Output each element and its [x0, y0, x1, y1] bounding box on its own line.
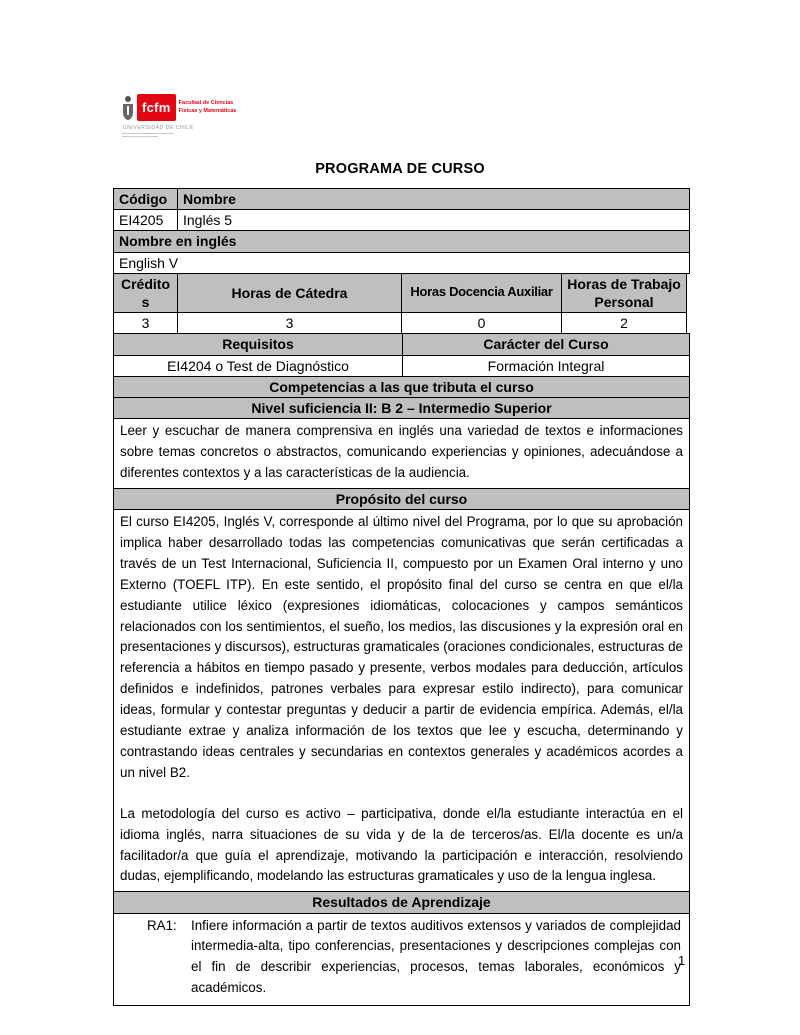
requisitos-value: EI4204 o Test de Diagnóstico — [113, 355, 403, 377]
row-ra1 — [113, 914, 690, 1007]
fcfm-logo-mark: fcfm — [137, 94, 176, 121]
row-nombre-ingles-value — [113, 253, 690, 274]
faculty-name — [179, 100, 237, 114]
competencias-header: Competencias a las que tributa el curso — [113, 376, 690, 398]
nombre-ingles-value: English V — [113, 252, 690, 274]
horas-trabajo-header: Horas de Trabajo Personal — [561, 273, 687, 313]
row-codigo-nombre-header — [113, 188, 690, 210]
faculty-name-line2: Físicas y Matemáticas — [178, 107, 237, 114]
row-requisitos-values — [113, 356, 690, 377]
fcfm-logo-row — [122, 94, 262, 121]
resultados-header: Resultados de Aprendizaje — [113, 891, 690, 913]
row-horas-header — [113, 274, 690, 313]
fcfm-logo — [122, 94, 262, 139]
horas-docencia-value: 0 — [401, 312, 562, 334]
row-proposito-header — [113, 489, 690, 510]
row-nivel-header — [113, 398, 690, 419]
horas-trabajo-value: 2 — [561, 312, 687, 334]
row-codigo-nombre-values — [113, 210, 690, 231]
codigo-value: EI4205 — [113, 209, 178, 231]
university-name: UNIVERSIDAD DE CHILE — [123, 125, 194, 131]
requisitos-header: Requisitos — [113, 333, 403, 355]
proposito-texto — [113, 509, 690, 892]
document-title: PROGRAMA DE CURSO — [315, 161, 485, 177]
nombre-header: Nombre — [177, 188, 690, 210]
ra1-texto: Infiere información a partir de textos auditivos extensos y variados de complejidad intermedia-alta, tipo conferencias, presentaciones y descripciones complejas con el fin de describir experiencias, procesos, temas laborales, económicos y académicos. — [191, 917, 681, 996]
nivel-texto: Leer y escuchar de manera comprensiva en inglés una variedad de textos e informaciones sobre temas concretos o abstractos, comunicando experiencias y opiniones, adecuándose a diferentes contextos y a las características de la audiencia. — [113, 418, 690, 489]
horas-docencia-header: Horas Docencia Auxiliar — [401, 273, 562, 313]
logo-flourish — [122, 133, 174, 137]
row-proposito-texto — [113, 510, 690, 892]
caracter-value: Formación Integral — [402, 355, 690, 377]
course-program-table — [113, 188, 690, 1006]
nombre-ingles-header: Nombre en inglés — [113, 230, 690, 252]
creditos-header: Créditos — [113, 273, 178, 313]
creditos-value: 3 — [113, 312, 178, 334]
row-nivel-texto — [113, 419, 690, 489]
proposito-header: Propósito del curso — [113, 488, 690, 510]
row-requisitos-header — [113, 334, 690, 355]
proposito-parrafo-1: El curso EI4205, Inglés V, corresponde al último nivel del Programa, por lo que su aprobación implica haber desarrollado todas las competencias comunicativas que serán certificadas a través de un Test Internacional, Suficiencia II, compuesto por un Examen Oral interno y uno Externo (TOEFL ITP). En este sentido, el propósito final del curso se centra en que el/la estudiante utilice léxico (expresiones idiomáticas, colocaciones y campos semánticos relacionados con los sentimientos, el sueño, los medios, las discusiones y la expresión oral en presentaciones y discursos), estructuras gramaticales (oraciones condicionales, estructuras de referencia a hábitos en tiempo pasado y presente, verbos modales para deducción, artículos definidos e indefinidos, patrones verbales para expresar estilo indirecto), para comunicar ideas, formular y contestar preguntas y deducir a partir de evidencia empírica. Además, el/la estudiante extrae y analiza información de los textos que lee y escucha, determinando y contrastando ideas centrales y secundarias en contextos generales y académicos acordes a un nivel B2. — [120, 513, 683, 780]
caracter-header: Carácter del Curso — [402, 333, 690, 355]
page-number: 1 — [678, 953, 686, 968]
university-crest-icon — [122, 95, 134, 121]
faculty-name-line1: Facultad de Ciencias — [178, 100, 234, 107]
ra1-label: RA1: — [147, 917, 177, 933]
proposito-parrafo-2: La metodología del curso es activo – participativa, donde el/la estudiante interactúa en el idioma inglés, narra situaciones de su vida y de la de terceros/as. El/la docente es un/a facilitador/a que guía el aprendizaje, motivando la participación e interacción, resolviendo dudas, ejemplificando, modelando las estructuras gramaticales y uso de la lengua inglesa. — [120, 805, 683, 884]
horas-catedra-header: Horas de Cátedra — [177, 273, 402, 313]
horas-catedra-value: 3 — [177, 312, 402, 334]
nombre-value: Inglés 5 — [177, 209, 690, 231]
row-horas-values — [113, 313, 690, 334]
row-competencias-header — [113, 377, 690, 398]
nivel-header: Nivel suficiencia II: B 2 – Intermedio Superior — [113, 397, 690, 419]
row-nombre-ingles-header — [113, 231, 690, 252]
ra1-row — [113, 913, 690, 1007]
codigo-header: Código — [113, 188, 178, 210]
row-resultados-header — [113, 892, 690, 913]
